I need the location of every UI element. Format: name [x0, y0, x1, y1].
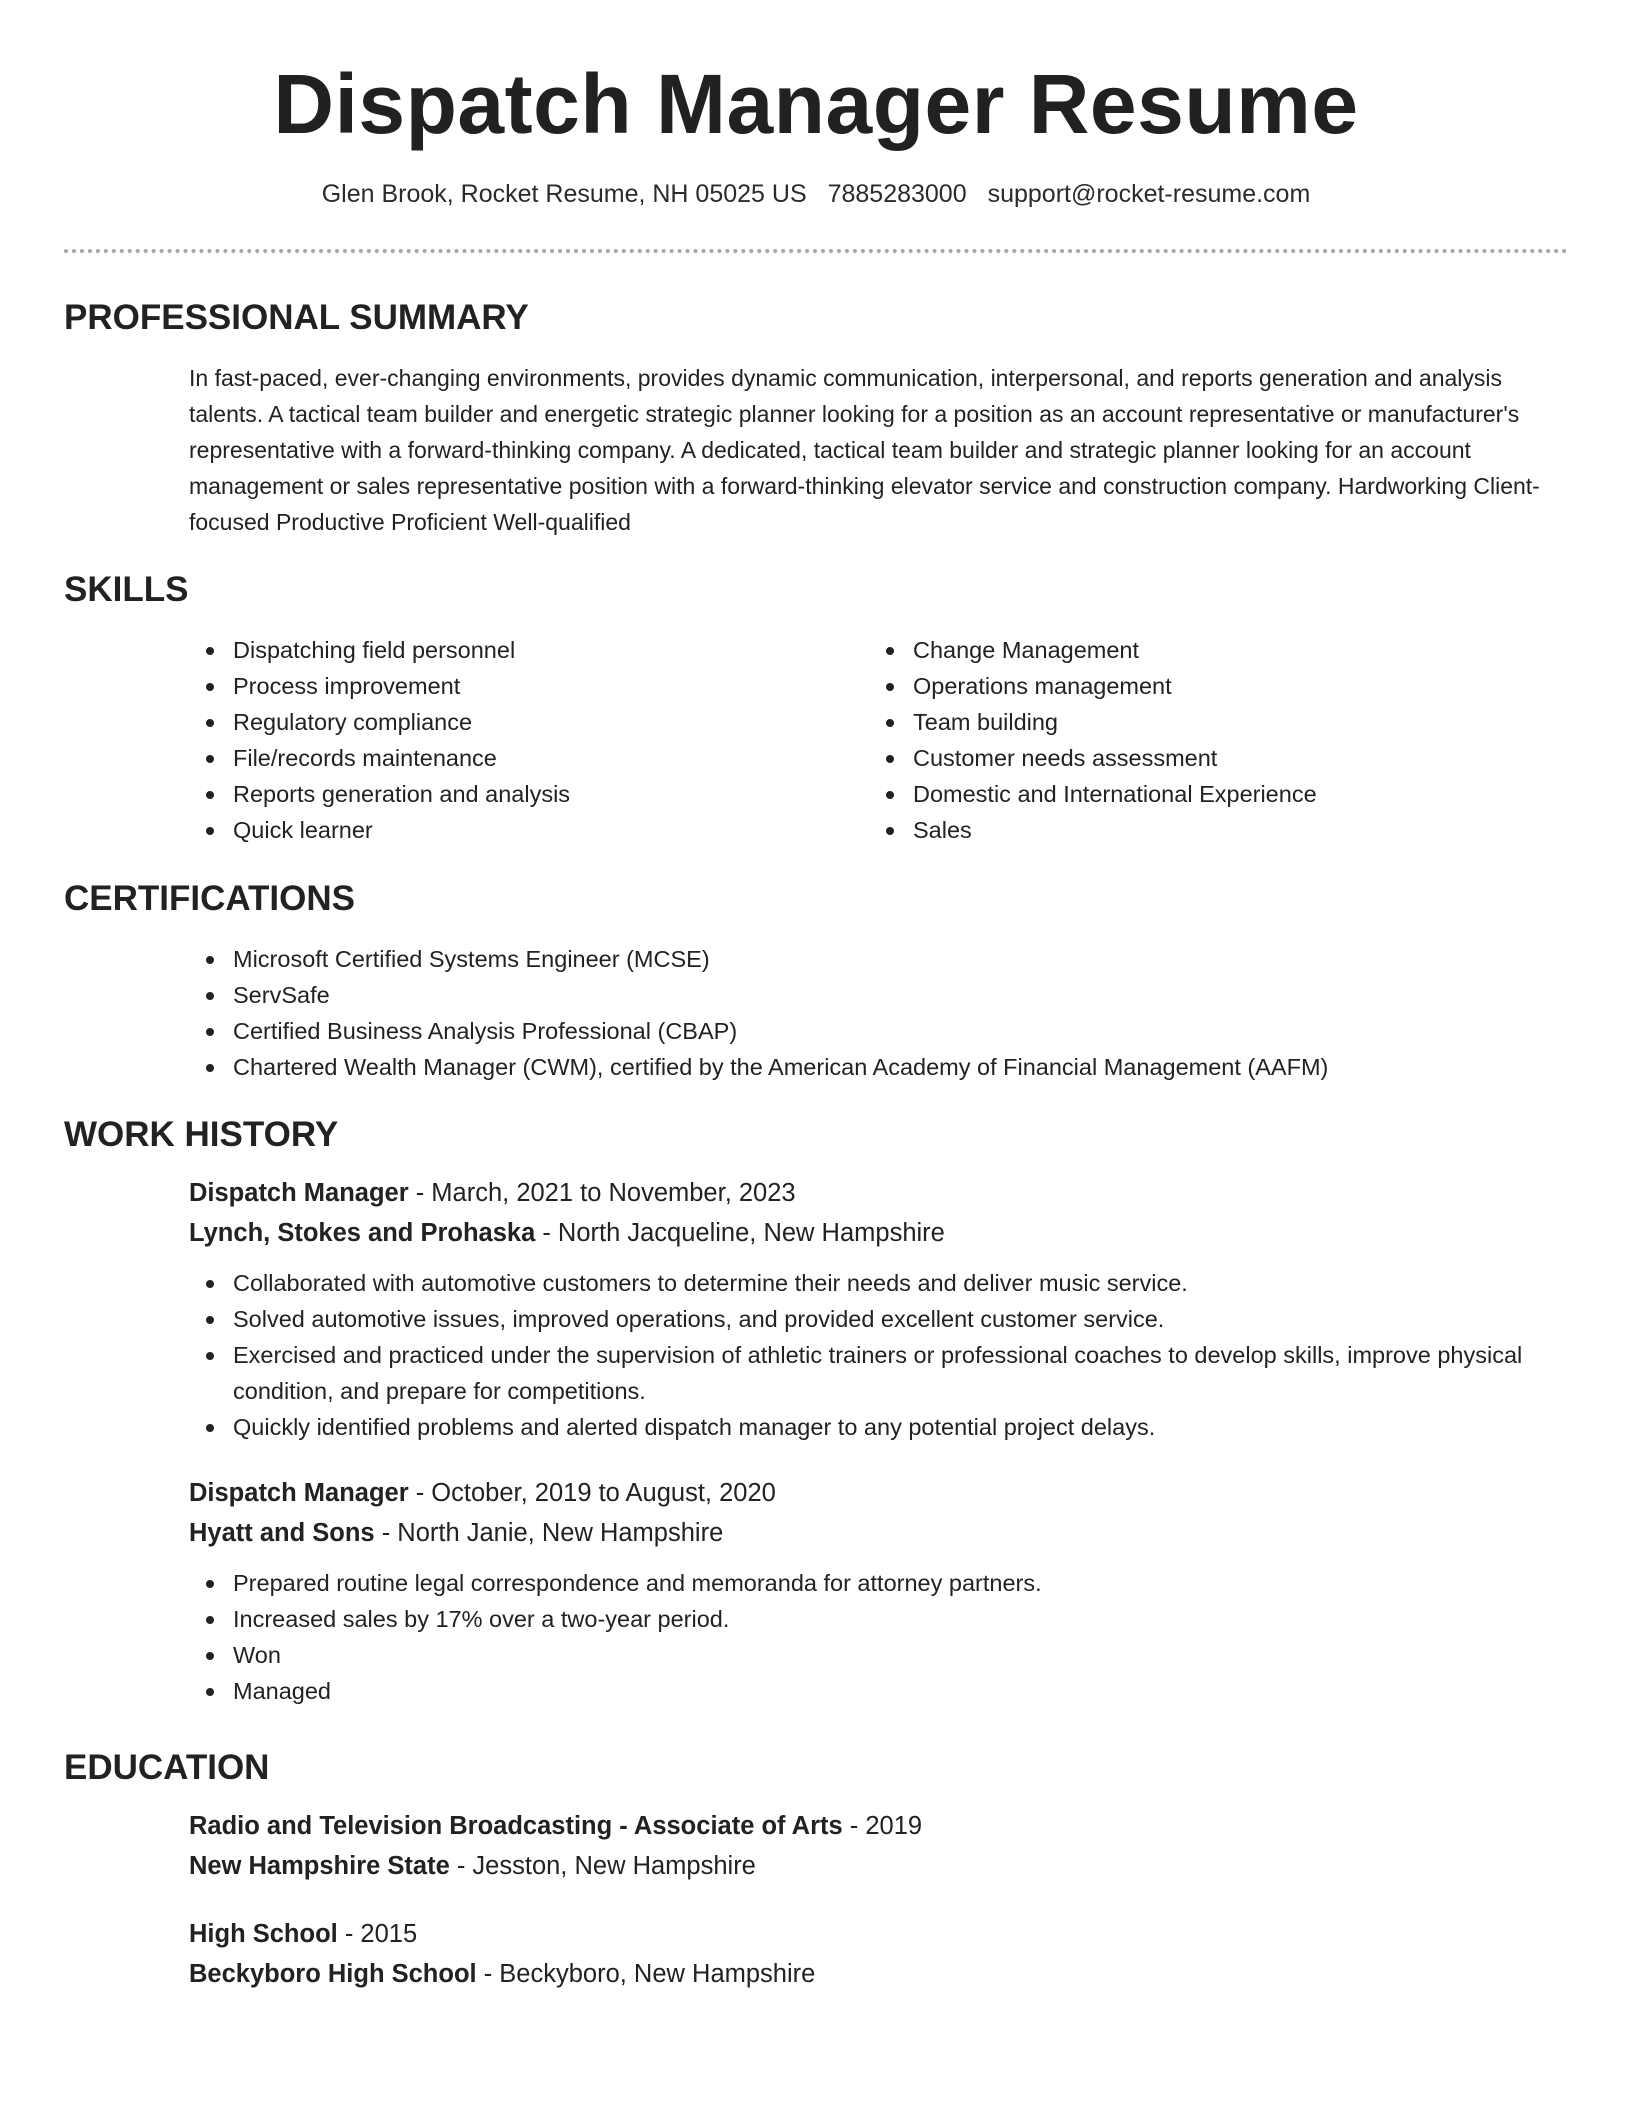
- certification-item: Certified Business Analysis Professional (CBAP): [189, 1013, 1568, 1049]
- job-role: Dispatch Manager: [189, 1179, 409, 1207]
- skill-item: Team building: [869, 704, 1549, 740]
- education-school-line: [189, 1954, 1568, 1994]
- job-title-line: [189, 1473, 1568, 1513]
- education-degree-line: [189, 1914, 1568, 1954]
- job-bullet: Increased sales by 17% over a two-year period.: [189, 1601, 1574, 1637]
- work-history-section: [64, 1113, 1568, 1709]
- education-section: [64, 1746, 1568, 1994]
- job-bullet: Solved automotive issues, improved operations, and provided excellent customer service.: [189, 1301, 1574, 1337]
- job-location: - North Jacqueline, New Hampshire: [535, 1219, 945, 1247]
- skill-item: Process improvement: [189, 668, 869, 704]
- education-school-line: [189, 1846, 1568, 1886]
- skill-item: Customer needs assessment: [869, 740, 1549, 776]
- education-entry: [189, 1914, 1568, 1994]
- job-bullet: Won: [189, 1637, 1574, 1673]
- certifications-section: [64, 877, 1568, 1085]
- work-history-heading: WORK HISTORY: [64, 1115, 339, 1154]
- job-dates: - October, 2019 to August, 2020: [408, 1479, 776, 1507]
- education-location: - Beckyboro, New Hampshire: [476, 1960, 816, 1988]
- education-degree: High School: [189, 1920, 338, 1948]
- header-divider: [64, 249, 1568, 253]
- skill-item: Domestic and International Experience: [869, 776, 1549, 812]
- job-company: Lynch, Stokes and Prohaska: [189, 1219, 536, 1247]
- job-bullet: Collaborated with automotive customers to determine their needs and deliver music service.: [189, 1265, 1574, 1301]
- resume-page: [64, 0, 1568, 1988]
- job-company-line: [189, 1213, 1568, 1253]
- skill-item: File/records maintenance: [189, 740, 869, 776]
- education-heading: EDUCATION: [64, 1748, 270, 1787]
- certification-item: ServSafe: [189, 977, 1568, 1013]
- contact-line: [64, 178, 1568, 210]
- contact-email: support@rocket-resume.com: [987, 180, 1311, 208]
- education-location: - Jesston, New Hampshire: [449, 1852, 756, 1880]
- resume-title: Dispatch Manager Resume: [273, 57, 1359, 151]
- skills-heading: SKILLS: [64, 570, 189, 609]
- certification-item: Chartered Wealth Manager (CWM), certified by the American Academy of Financial Management (AAFM): [189, 1049, 1568, 1085]
- job-bullet: Prepared routine legal correspondence and memoranda for attorney partners.: [189, 1565, 1574, 1601]
- education-entry: [189, 1806, 1568, 1886]
- skill-item: Reports generation and analysis: [189, 776, 869, 812]
- job-bullet: Quickly identified problems and alerted dispatch manager to any potential project delays.: [189, 1409, 1574, 1445]
- education-school: Beckyboro High School: [189, 1960, 477, 1988]
- job-company: Hyatt and Sons: [189, 1519, 375, 1547]
- education-degree-line: [189, 1806, 1568, 1846]
- certification-item: Microsoft Certified Systems Engineer (MCSE): [189, 941, 1568, 977]
- skill-item: Operations management: [869, 668, 1549, 704]
- skills-section: [64, 568, 1568, 848]
- education-year: - 2019: [842, 1812, 923, 1840]
- skills-list: [189, 632, 1568, 848]
- summary-text: In fast-paced, ever-changing environments, provides dynamic communication, interpersonal, and reports generation and analysis talents. A tactical team builder and energetic strategic planner looking for a position as an account representative or manufacturer's representative with a forward-thinking company. A dedicated, tactical team builder and strategic planner looking for an account management or sales representative position with a forward-thinking elevator service and construction company. Hardworking Client-focused Productive Proficient Well-qualified: [189, 365, 1540, 535]
- education-degree: Radio and Television Broadcasting - Associate of Arts: [189, 1812, 843, 1840]
- job-bullet: Managed: [189, 1673, 1574, 1709]
- job-role: Dispatch Manager: [189, 1479, 409, 1507]
- skill-item: Sales: [869, 812, 1549, 848]
- skill-item: Regulatory compliance: [189, 704, 869, 740]
- job-location: - North Janie, New Hampshire: [374, 1519, 724, 1547]
- summary-section: [64, 296, 1568, 540]
- education-year: - 2015: [337, 1920, 418, 1948]
- skill-item: Dispatching field personnel: [189, 632, 869, 668]
- job-bullets: [189, 1565, 1574, 1709]
- job-entry: [189, 1473, 1568, 1709]
- summary-heading: PROFESSIONAL SUMMARY: [64, 298, 529, 337]
- contact-address: Glen Brook, Rocket Resume, NH 05025 US: [321, 180, 807, 208]
- certifications-heading: CERTIFICATIONS: [64, 879, 356, 918]
- job-title-line: [189, 1173, 1568, 1213]
- skills-column-left: [189, 632, 869, 848]
- job-company-line: [189, 1513, 1568, 1553]
- job-entry: [189, 1173, 1568, 1445]
- job-dates: - March, 2021 to November, 2023: [408, 1179, 796, 1207]
- job-bullet: Exercised and practiced under the supervision of athletic trainers or professional coaches to develop skills, improve physical condition, and prepare for competitions.: [189, 1337, 1574, 1409]
- job-bullets: [189, 1265, 1574, 1445]
- education-school: New Hampshire State: [189, 1852, 450, 1880]
- certifications-list: [189, 941, 1568, 1085]
- skill-item: Quick learner: [189, 812, 869, 848]
- contact-phone: 7885283000: [827, 180, 967, 208]
- skills-column-right: [869, 632, 1549, 848]
- skill-item: Change Management: [869, 632, 1549, 668]
